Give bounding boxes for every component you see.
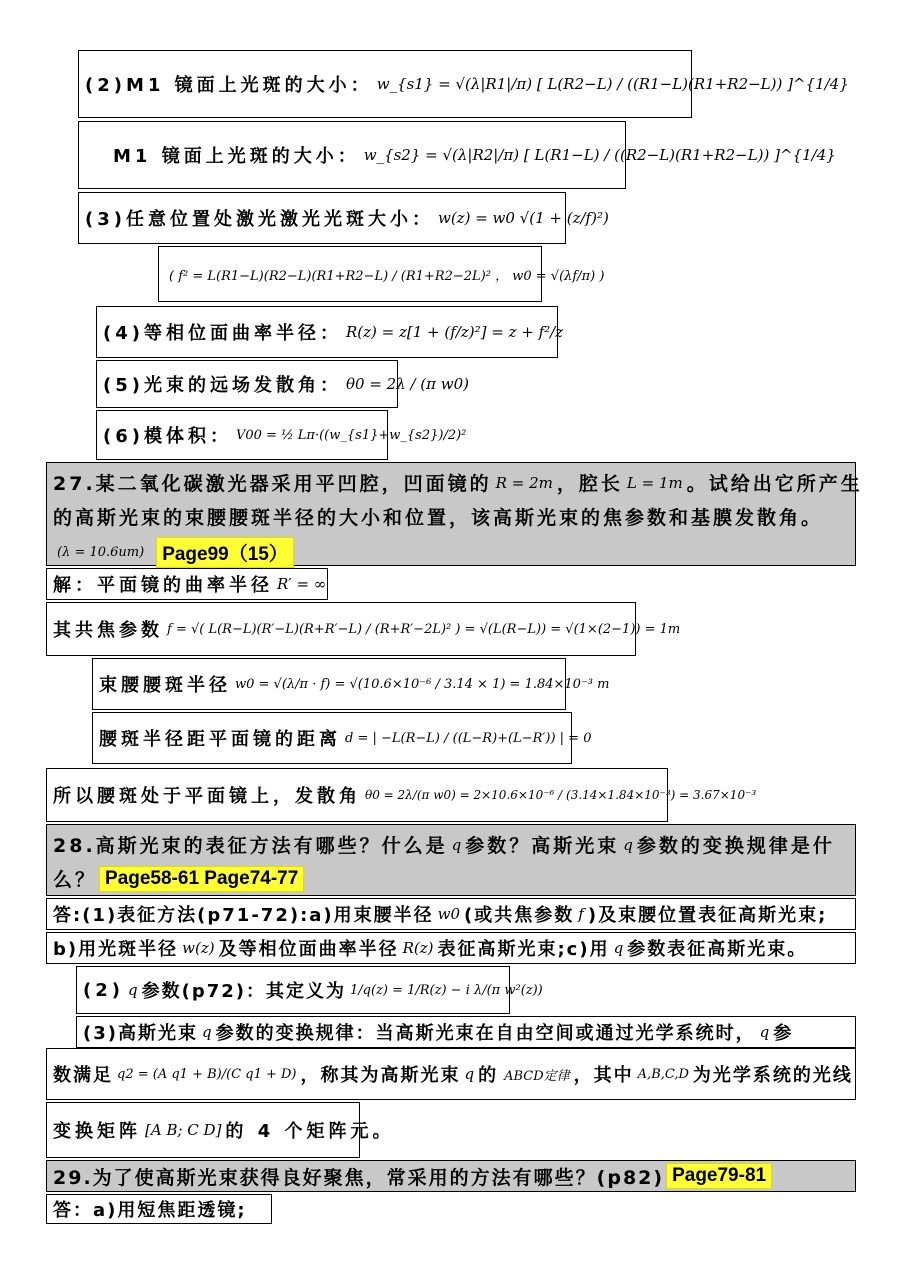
answer-text: 参数的变换规律：当高斯光束在自由空间或通过光学系统时，: [215, 1023, 756, 1044]
answer-28-line-1: [46, 898, 856, 930]
answer-math: q: [613, 939, 624, 957]
q27-math: L = 1m: [626, 473, 683, 492]
step-label: 腰斑半径距平面镜的距离: [99, 729, 341, 750]
curvature-radius-box: [96, 306, 564, 358]
answer-text: 的: [478, 1065, 501, 1086]
answer-27-step-5: [46, 768, 757, 822]
q28-text: 28.高斯光束的表征方法有哪些？什么是: [53, 835, 448, 857]
answer-math: q: [127, 981, 138, 999]
step-formula: R′ = ∞: [277, 575, 327, 593]
answer-text: 参数(p72)：其定义为: [141, 981, 346, 1002]
m1-spot-size-box-2: [78, 121, 836, 189]
answer-text: )及束腰位置表征高斯光束;: [587, 905, 828, 926]
answer-28-line-6: [46, 1102, 395, 1158]
item-label: (3)任意位置处激光激光光斑大小：: [85, 209, 434, 230]
q28-text: 参数的变换规律是什: [636, 835, 835, 857]
q29-page-ref: Page79-81: [666, 1163, 772, 1189]
answer-28-line-3: [76, 966, 543, 1014]
q27-text: 27.某二氧化碳激光器采用平凹腔，凹面镜的: [53, 473, 492, 495]
answer-text: ，称其为高斯光束: [300, 1065, 461, 1086]
step-formula: f = √( L(R−L)(R′−L)(R+R′−L) / (R+R′−2L)² ) = √(L(R−L)) = √(1×(2−1)) = 1m: [167, 621, 681, 637]
answer-text: 变换矩阵: [53, 1121, 141, 1142]
answer-text: (或共焦参数: [464, 905, 575, 926]
answer-27-step-2: [46, 602, 681, 656]
answer-text: 参数表征高斯光束。: [627, 939, 808, 960]
answer-28-line-2: [46, 932, 856, 964]
q28-text: 么？: [53, 869, 98, 891]
step-formula: d = | −L(R−L) / ((L−R)+(L−R′)) | = 0: [345, 730, 592, 746]
answer-math: w(z): [182, 939, 215, 957]
answer-math: f: [578, 905, 584, 923]
answer-text: 为光学系统的光线: [692, 1065, 853, 1086]
item-formula: w_{s1} = √(λ|R1|/π) [ L(R2−L) / ((R1−L)(R1+R2−L)) ]^{1/4}: [376, 75, 849, 93]
answer-text: 参: [773, 1023, 796, 1044]
q27-text: 的高斯光束的束腰腰斑半径的大小和位置，该高斯光束的焦参数和基膜发散角。: [53, 507, 824, 529]
q29-text: 29.为了使高斯光束获得良好聚焦，常采用的方法有哪些？(p82): [53, 1166, 665, 1189]
answer-math: q: [759, 1023, 770, 1041]
item-formula: V00 = ½ Lπ·((w_{s1}+w_{s2})/2)²: [235, 427, 467, 443]
step-label: 束腰腰斑半径: [99, 675, 231, 696]
answer-text: 答：a)用短焦距透镜;: [53, 1200, 247, 1221]
q28-math: q: [451, 835, 462, 854]
answer-text: 表征高斯光束;c)用: [437, 939, 610, 960]
step-formula: w0 = √(λ/π · f) = √(10.6×10⁻⁶ / 3.14 × 1) = 1.84×10⁻³ m: [235, 676, 610, 692]
divergence-angle-box: [96, 360, 470, 408]
answer-text: 数满足: [53, 1065, 113, 1086]
question-27: [46, 462, 863, 566]
mode-volume-box: [96, 410, 467, 460]
answer-matrix: [A B; C D]: [145, 1121, 222, 1139]
q27-math: R = 2m: [495, 473, 553, 492]
answer-formula: 1/q(z) = 1/R(z) − i λ/(π w²(z)): [349, 982, 543, 998]
answer-text: 答:(1)表征方法(p71-72):a)用束腰半径: [53, 905, 434, 926]
q28-math: q: [623, 835, 633, 854]
focal-parameter-box: [158, 246, 605, 302]
item-formula: w_{s2} = √(λ|R2|/π) [ L(R1−L) / ((R2−L)(R1+R2−L)) ]^{1/4}: [363, 146, 836, 164]
q28-page-ref: Page58-61 Page74-77: [99, 866, 304, 892]
answer-text: 的 4 个矩阵元。: [225, 1121, 395, 1142]
answer-27-step-4: [92, 712, 592, 764]
answer-math: R(z): [402, 939, 434, 957]
answer-formula: q2 = (A q1 + B)/(C q1 + D): [117, 1066, 297, 1082]
answer-text: (2): [83, 979, 124, 1001]
answer-text: b)用光斑半径: [53, 939, 179, 960]
q28-text: 参数？高斯光束: [465, 835, 620, 857]
answer-27-step-1: [46, 568, 328, 600]
step-label: 解：平面镜的曲率半径: [53, 575, 273, 596]
answer-math: A,B,C,D: [637, 1066, 689, 1082]
item-label: (4)等相位面曲率半径：: [103, 323, 342, 344]
answer-28-line-4: [76, 1016, 856, 1048]
item-label: M1 镜面上光斑的大小：: [113, 146, 360, 167]
step-label: 所以腰斑处于平面镜上，发散角: [53, 786, 361, 807]
q27-page-ref: Page99（15）: [156, 537, 294, 568]
question-28: [46, 824, 856, 896]
item-formula: θ0 = 2λ / (π w0): [345, 375, 470, 393]
answer-text: 及等相位面曲率半径: [218, 939, 399, 960]
answer-28-line-5: [46, 1048, 856, 1100]
step-formula: θ0 = 2λ/(π w0) = 2×10.6×10⁻⁶ / (3.14×1.84×10⁻³) = 3.67×10⁻³: [365, 788, 757, 802]
q27-text: 。试给出它所产生: [686, 473, 863, 495]
answer-math: w0: [437, 905, 461, 923]
answer-math: ABCD定律: [504, 1068, 570, 1084]
answer-text: ，其中: [573, 1065, 634, 1086]
question-29: [46, 1160, 856, 1192]
answer-27-step-3: [92, 658, 610, 710]
step-label: 其共焦参数: [53, 620, 163, 641]
spot-size-anywhere-box: [78, 192, 609, 244]
m1-spot-size-box-1: [78, 50, 849, 118]
item-formula: w(z) = w0 √(1 + (z/f)²): [437, 209, 609, 227]
item-label: (6)模体积：: [103, 426, 232, 447]
answer-29: [46, 1194, 272, 1224]
answer-math: q: [201, 1023, 212, 1041]
item-formula: ( f² = L(R1−L)(R2−L)(R1+R2−L) / (R1+R2−2L)² ， w0 = √(λf/π) ): [169, 268, 605, 284]
answer-math: q: [464, 1065, 475, 1083]
q27-lambda: (λ = 10.6um): [57, 545, 145, 560]
item-label: (5)光束的远场发散角：: [103, 375, 342, 396]
answer-text: (3)高斯光束: [83, 1023, 198, 1044]
q27-text: ，腔长: [556, 473, 623, 495]
item-label: (2)M1 镜面上光斑的大小：: [85, 75, 373, 96]
item-formula: R(z) = z[1 + (f/z)²] = z + f²/z: [345, 323, 564, 341]
